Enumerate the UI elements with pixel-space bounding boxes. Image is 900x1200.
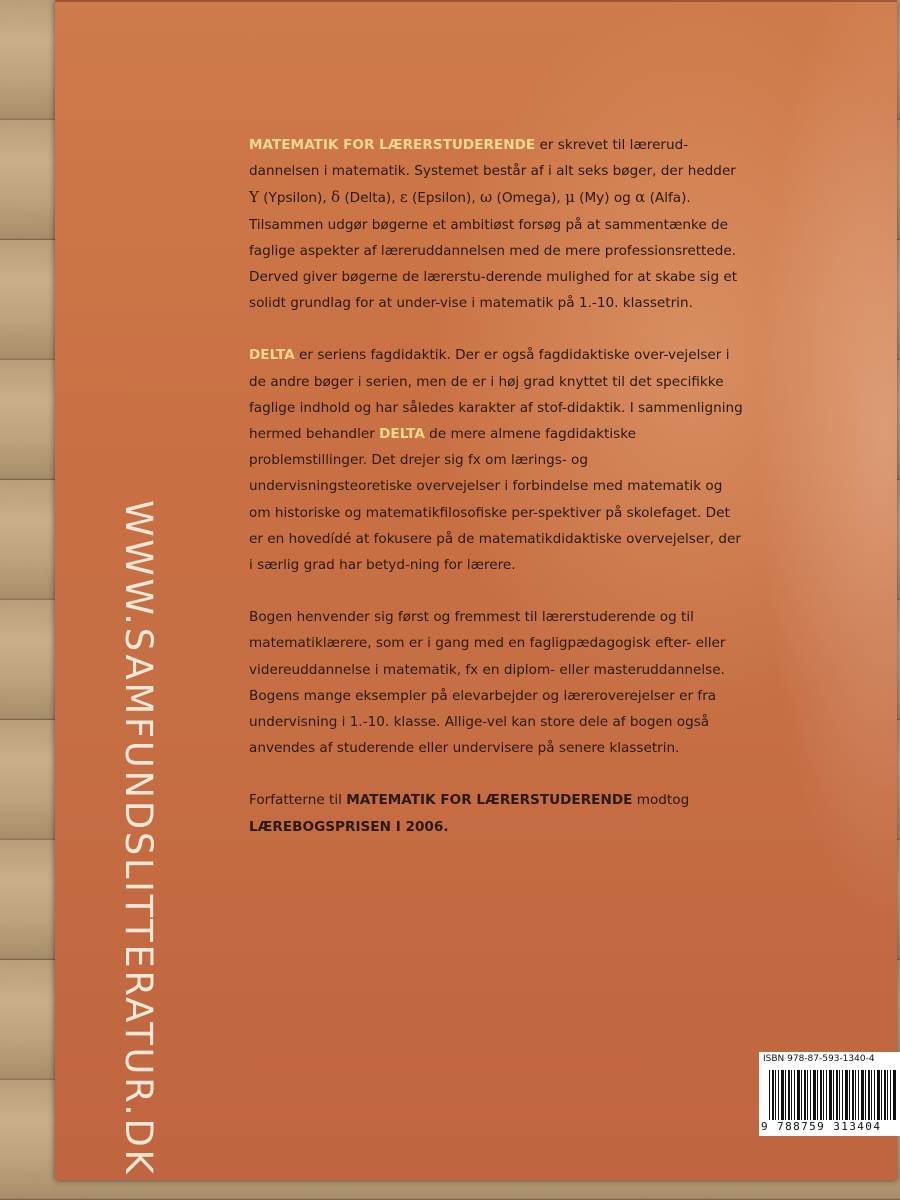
- book-title-delta: DELTA: [249, 347, 295, 364]
- paragraph-intro: [249, 132, 743, 316]
- symbol-omega: ω: [480, 188, 493, 207]
- text-run: de mere almene fagdidaktiske problemstillinger. Det drejer sig fx om lærings- og undervisningsteoretiske overvejelser i forbindelse med matematik og om historiske og matematikfilosofiske per-spektiver på skolefaget. Det er en hovedídé at fokusere på de matematikdidaktiske overvejelser, der i særlig grad har betyd-ning for lærere.: [249, 426, 742, 574]
- isbn-barcode: [759, 1052, 900, 1136]
- isbn-label: ISBN 978-87-593-1340-4: [763, 1054, 875, 1064]
- text-run: (Omega),: [492, 190, 566, 207]
- barcode-digits: 9 788759 313404: [761, 1120, 882, 1133]
- text-run: er seriens fagdidaktik. Der er også fagdidaktiske over-vejelser i de andre bøger i serien, men de er i høj grad knyttet til det specifikke faglige indhold og har således karakter af stof-didaktik. I sammenligning hermed behandler: [249, 347, 743, 443]
- paragraph-prize: [249, 787, 743, 839]
- symbol-ypsilon: Υ: [249, 188, 259, 207]
- symbol-my: μ: [565, 188, 575, 207]
- series-name: MATEMATIK FOR LÆRERSTUDERENDE: [249, 137, 536, 153]
- text-run: (Alfa). Tilsammen udgør bøgerne et ambitiøst forsøg på at sammentænke de faglige aspekter af læreruddannelsen med de mere professionsrettede. Derved giver bøgerne de lærerstu-derende mulighed for at skabe sig et solidt grundlag for at under-vise i matematik på 1.-10. klassetrin.: [249, 190, 738, 312]
- text-run: modtog: [632, 792, 690, 809]
- paragraph-audience: Bogen henvender sig først og fremmest til lærerstuderende og til matematiklærere, som er i gang med en fagligpædagogisk efter- eller videreuddannelse i matematik, fx en diplom- eller masteruddannelse. Bogens mange eksempler på elevarbejder og læreroverejelser er fra undervisning i 1.-10. klasse. Allige-vel kan store dele af bogen også anvendes af studerende eller undervisere på senere klassetrin.: [249, 609, 726, 757]
- series-name-caps: MATEMATIK FOR LÆRERSTUDERENDE: [346, 792, 633, 809]
- book-back-cover: [55, 0, 897, 1180]
- text-run: (My) og: [574, 190, 636, 207]
- prize-name: LÆREBOGSPRISEN I 2006.: [249, 818, 449, 835]
- text-run: (Delta),: [340, 190, 400, 207]
- paragraph-delta: [249, 342, 743, 578]
- text-run: (Ypsilon),: [258, 190, 331, 207]
- text-run: (Epsilon),: [407, 190, 480, 207]
- symbol-delta: δ: [330, 188, 341, 207]
- text-run: er skrevet til lærerud-dannelsen i matematik. Systemet består af i alt seks bøger, der hedder: [249, 137, 736, 180]
- symbol-alfa: α: [635, 188, 646, 207]
- blurb-text: [249, 132, 743, 866]
- book-title-delta: DELTA: [379, 426, 425, 443]
- barcode-bars: [769, 1070, 897, 1120]
- text-run: Forfatterne til: [249, 792, 347, 809]
- symbol-epsilon: ε: [399, 188, 408, 207]
- publisher-website: WWW.SAMFUNDSLITTERATUR.DK: [117, 500, 160, 1177]
